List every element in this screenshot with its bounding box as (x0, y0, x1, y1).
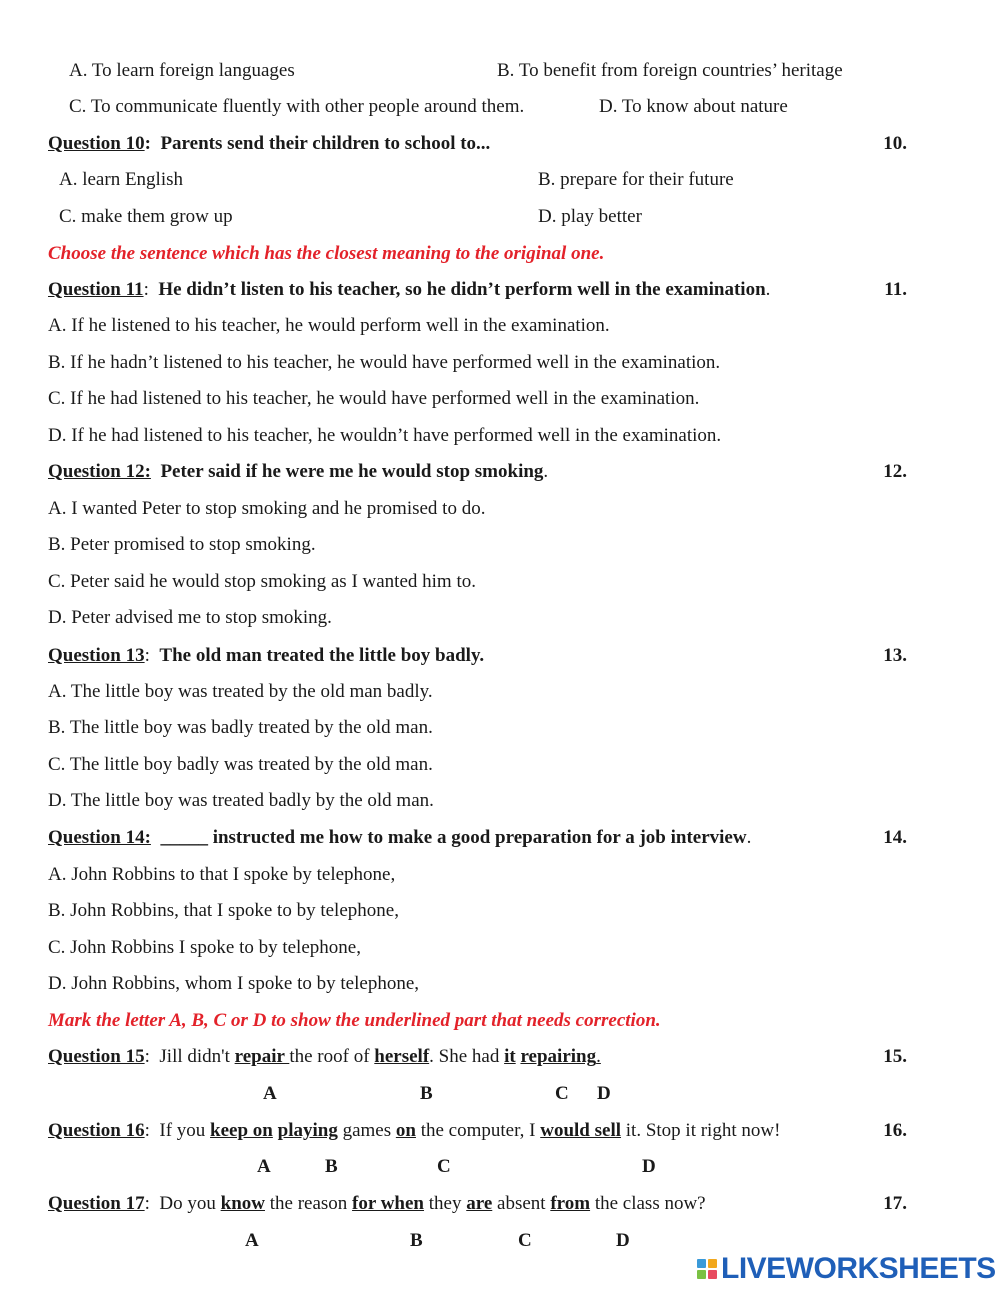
answer-letter-d: D (597, 1083, 611, 1104)
answer-letter-a: A (263, 1083, 277, 1104)
answer-letter-b: B (325, 1156, 338, 1177)
q13-option-b[interactable]: B. The little boy was badly treated by the old man. (48, 717, 433, 738)
question-label: Question 16 (48, 1120, 145, 1141)
question-11 (48, 279, 770, 301)
q13-option-d[interactable]: D. The little boy was treated badly by the old man. (48, 790, 434, 811)
question-number-11: 11. (884, 279, 907, 300)
sentence-text: they (424, 1193, 467, 1214)
question-label: Question 14: (48, 827, 151, 848)
answer-letter-b: B (420, 1083, 433, 1104)
q14-option-b[interactable]: B. John Robbins, that I spoke to by telephone, (48, 900, 399, 921)
underlined-part-d[interactable]: would sell (540, 1120, 622, 1141)
underlined-part-c[interactable]: on (395, 1120, 416, 1141)
q12-option-a[interactable]: A. I wanted Peter to stop smoking and he promised to do. (48, 498, 486, 519)
sentence-text: . She had (429, 1046, 505, 1067)
q11-option-c[interactable]: C. If he had listened to his teacher, he would have performed well in the examination. (48, 388, 700, 409)
sentence-text: the computer, I (415, 1120, 541, 1141)
underlined-part-d[interactable]: repairing (520, 1046, 597, 1067)
sentence-text: the reason (264, 1193, 353, 1214)
question-stem: Peter said if he were me he would stop smoking (160, 461, 544, 482)
sentence-text: Do you (159, 1193, 221, 1214)
sentence-text: If you (159, 1120, 211, 1141)
question-label: Question 11 (48, 279, 144, 300)
answer-letter-c: C (518, 1230, 532, 1251)
question-number-13: 13. (883, 645, 907, 666)
q11-option-b[interactable]: B. If he hadn’t listened to his teacher, he would have performed well in the examination. (48, 352, 721, 373)
q12-option-b[interactable]: B. Peter promised to stop smoking. (48, 534, 316, 555)
sentence-text: it. Stop it right now! (621, 1120, 781, 1141)
q10-option-c[interactable]: C. make them grow up (59, 206, 233, 227)
q11-option-d[interactable]: D. If he had listened to his teacher, he wouldn’t have performed well in the examination. (48, 425, 722, 446)
sentence-text: games (337, 1120, 396, 1141)
question-stem-end: . (765, 279, 771, 300)
sentence-text: Jill didn't (159, 1046, 235, 1067)
question-stem: The old man treated the little boy badly. (159, 645, 485, 666)
question-stem: Parents send their children to school to... (160, 133, 491, 154)
q9-option-a[interactable]: A. To learn foreign languages (69, 60, 295, 81)
answer-letter-c: C (437, 1156, 451, 1177)
question-stem: He didn’t listen to his teacher, so he didn’t perform well in the examination (158, 279, 766, 300)
logo-square-3 (697, 1270, 706, 1279)
underlined-part-a[interactable]: keep on (210, 1120, 273, 1141)
q14-option-d[interactable]: D. John Robbins, whom I spoke to by telephone, (48, 973, 420, 994)
q11-option-a[interactable]: A. If he listened to his teacher, he would perform well in the examination. (48, 315, 610, 336)
question-label: Question 12: (48, 461, 151, 482)
underlined-part-a[interactable]: know (220, 1193, 265, 1214)
question-separator: : (144, 645, 150, 666)
question-label: Question 15 (48, 1046, 145, 1067)
question-label: Question 10 (48, 133, 145, 154)
section-instruction-correction: Mark the letter A, B, C or D to show the underlined part that needs correction. (48, 1010, 661, 1031)
answer-letter-c: C (555, 1083, 569, 1104)
underlined-part-a[interactable]: repair (234, 1046, 290, 1067)
sentence-text: absent (492, 1193, 551, 1214)
q10-option-a[interactable]: A. learn English (59, 169, 184, 190)
logo-square-2 (708, 1259, 717, 1268)
question-number-14: 14. (883, 827, 907, 848)
question-label: Question 17 (48, 1193, 145, 1214)
question-13 (48, 645, 484, 667)
question-number-17: 17. (883, 1193, 907, 1214)
logo-text: LIVEWORKSHEETS (721, 1252, 996, 1285)
answer-letter-d: D (616, 1230, 630, 1251)
underlined-part-b[interactable]: for when (352, 1193, 425, 1214)
question-separator: : (144, 1193, 150, 1214)
question-label: Question 13 (48, 645, 145, 666)
question-15 (48, 1046, 601, 1068)
underlined-part-c[interactable]: are (466, 1193, 493, 1214)
sentence-text: the class now? (590, 1193, 706, 1214)
underlined-part-c[interactable]: it (504, 1046, 516, 1067)
question-14 (48, 827, 751, 849)
underlined-part-b[interactable]: herself (374, 1046, 430, 1067)
question-16 (48, 1120, 780, 1142)
question-number-10: 10. (883, 133, 907, 154)
question-separator: : (144, 1046, 150, 1067)
section-instruction-meaning: Choose the sentence which has the closest meaning to the original one. (48, 243, 605, 264)
question-stem-end: . (543, 461, 549, 482)
sentence-text: . (596, 1046, 601, 1067)
question-number-16: 16. (883, 1120, 907, 1141)
answer-letter-b: B (410, 1230, 423, 1251)
q14-option-c[interactable]: C. John Robbins I spoke to by telephone, (48, 937, 361, 958)
q13-option-a[interactable]: A. The little boy was treated by the old man badly. (48, 681, 433, 702)
answer-letter-a: A (245, 1230, 259, 1251)
answer-letter-d: D (642, 1156, 656, 1177)
q12-option-d[interactable]: D. Peter advised me to stop smoking. (48, 607, 332, 628)
question-separator: : (144, 1120, 150, 1141)
question-separator: : (144, 133, 151, 154)
question-12 (48, 461, 548, 483)
logo-square-4 (708, 1270, 717, 1279)
q9-option-c[interactable]: C. To communicate fluently with other people around them. (69, 96, 525, 117)
underlined-part-d[interactable]: from (550, 1193, 591, 1214)
question-stem: instructed me how to make a good preparation for a job interview (212, 827, 747, 848)
q9-option-d[interactable]: D. To know about nature (599, 96, 788, 117)
q14-option-a[interactable]: A. John Robbins to that I spoke by telephone, (48, 864, 396, 885)
q10-option-d[interactable]: D. play better (538, 206, 642, 227)
sentence-text: the roof of (289, 1046, 375, 1067)
question-separator: : (143, 279, 149, 300)
question-17 (48, 1193, 706, 1215)
q10-option-b[interactable]: B. prepare for their future (538, 169, 734, 190)
question-stem-end: . (746, 827, 752, 848)
underlined-part-b[interactable]: playing (277, 1120, 338, 1141)
logo-square-1 (697, 1259, 706, 1268)
question-10 (48, 133, 490, 155)
q12-option-c[interactable]: C. Peter said he would stop smoking as I wanted him to. (48, 571, 476, 592)
liveworksheets-logo[interactable] (697, 1254, 997, 1284)
question-blank: _____ (160, 827, 208, 848)
question-number-15: 15. (883, 1046, 907, 1067)
q9-option-b[interactable]: B. To benefit from foreign countries’ heritage (497, 60, 843, 81)
liveworksheets-logo-icon (697, 1259, 717, 1279)
question-number-12: 12. (883, 461, 907, 482)
q13-option-c[interactable]: C. The little boy badly was treated by the old man. (48, 754, 433, 775)
answer-letter-a: A (257, 1156, 271, 1177)
